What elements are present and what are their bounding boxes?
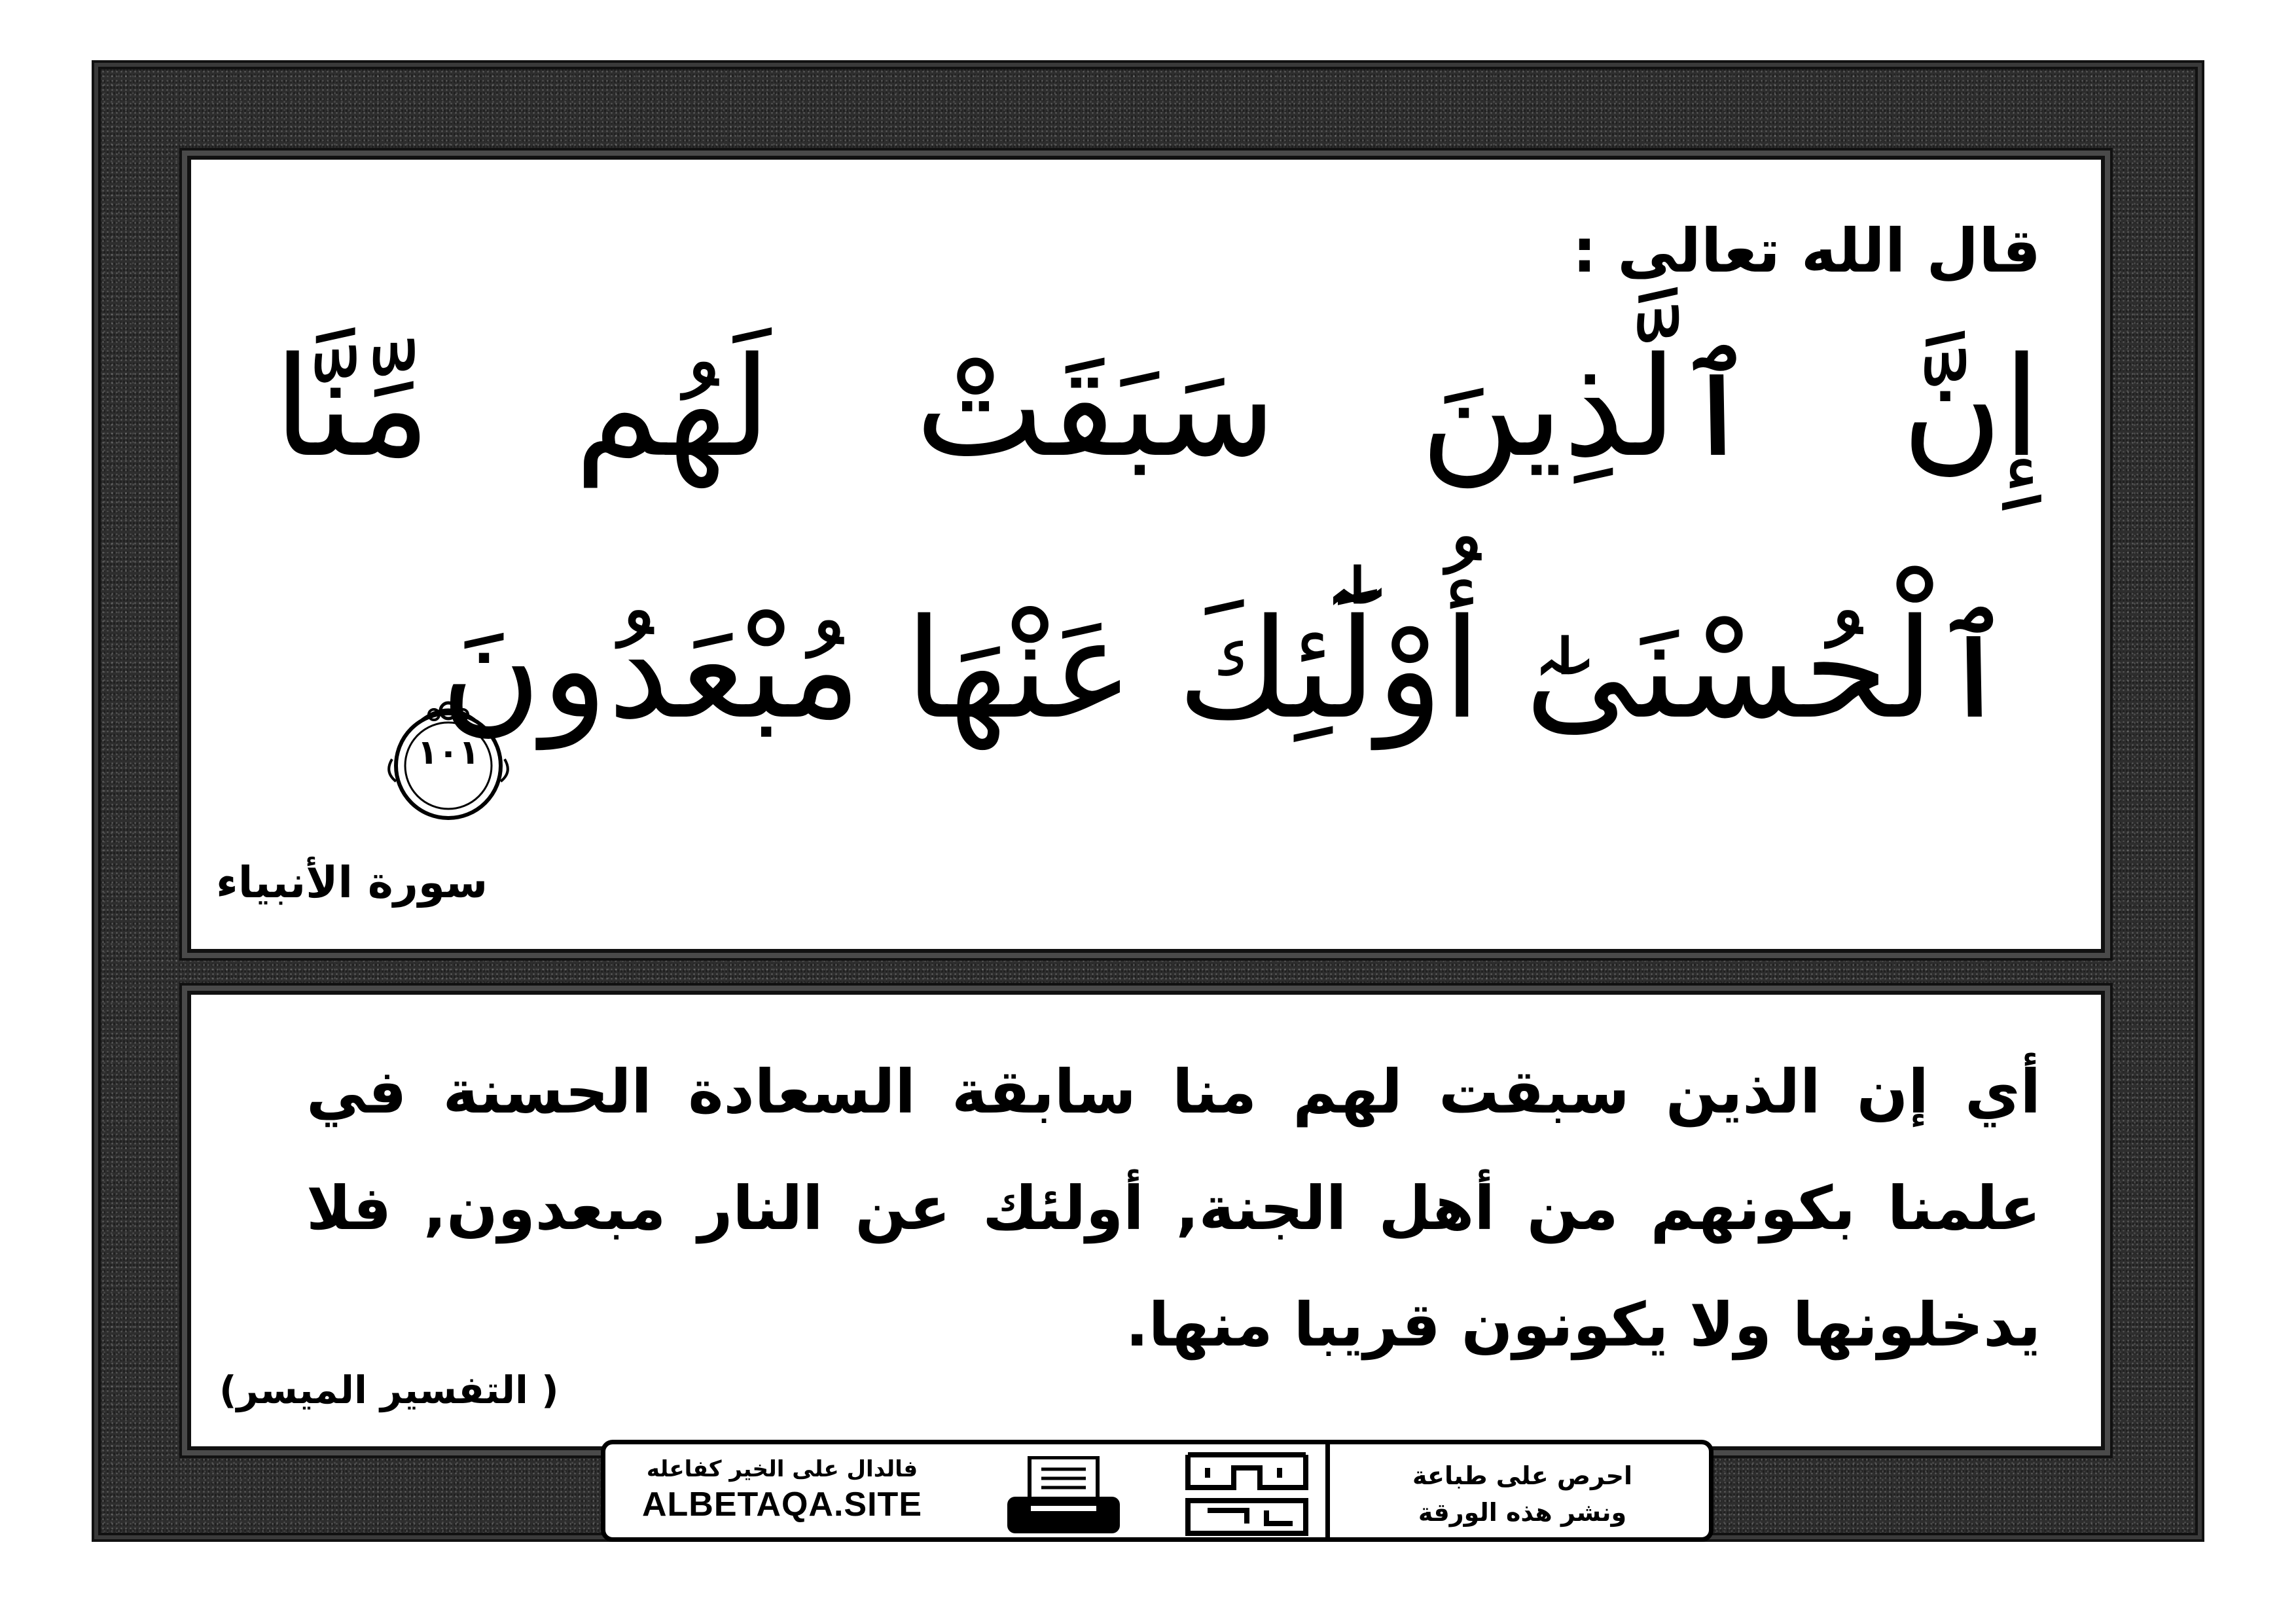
footer-motto: فالدال على الخير كفاعله — [646, 1456, 918, 1482]
surah-name: سورة الأنبياء — [216, 857, 488, 908]
footer-divider — [1325, 1444, 1330, 1537]
print-note-line-1: احرص على طباعة — [1412, 1461, 1633, 1490]
print-note-line-2: ونشر هذه الورقة — [1418, 1498, 1627, 1527]
footer-banner — [601, 1440, 1713, 1542]
tafsir-source: ( التفسير الميسر) — [219, 1368, 559, 1412]
tafsir-text: أي إن الذين سبقت لهم منا سابقة السعادة الحسنة في علمنا بكونهم من أهل الجنة, أولئك عن النار مبعدون, فلا يدخلونها ولا يكونون قريبا منها. — [306, 1057, 2041, 1360]
footer-print-note — [1382, 1457, 1663, 1531]
verse-line-1: إِنَّ ٱلَّذِينَ سَبَقَتْ لَهُم مِّنَّا — [274, 327, 2041, 488]
ayah-marker-icon — [383, 694, 514, 825]
logo-icon — [1181, 1448, 1312, 1540]
footer-site[interactable]: ALBETAQA.SITE — [641, 1486, 923, 1524]
ayah-number: ١٠١ — [417, 733, 480, 772]
footer-site-block — [638, 1456, 926, 1524]
printer-icon — [1005, 1456, 1122, 1535]
verse-line-2: ٱلْحُسْنَىٰٓ أُوْلَٰٓئِكَ عَنْهَا مُبْعَدُونَ — [440, 589, 2015, 749]
heading: قال الله تعالى : — [1572, 216, 2041, 286]
